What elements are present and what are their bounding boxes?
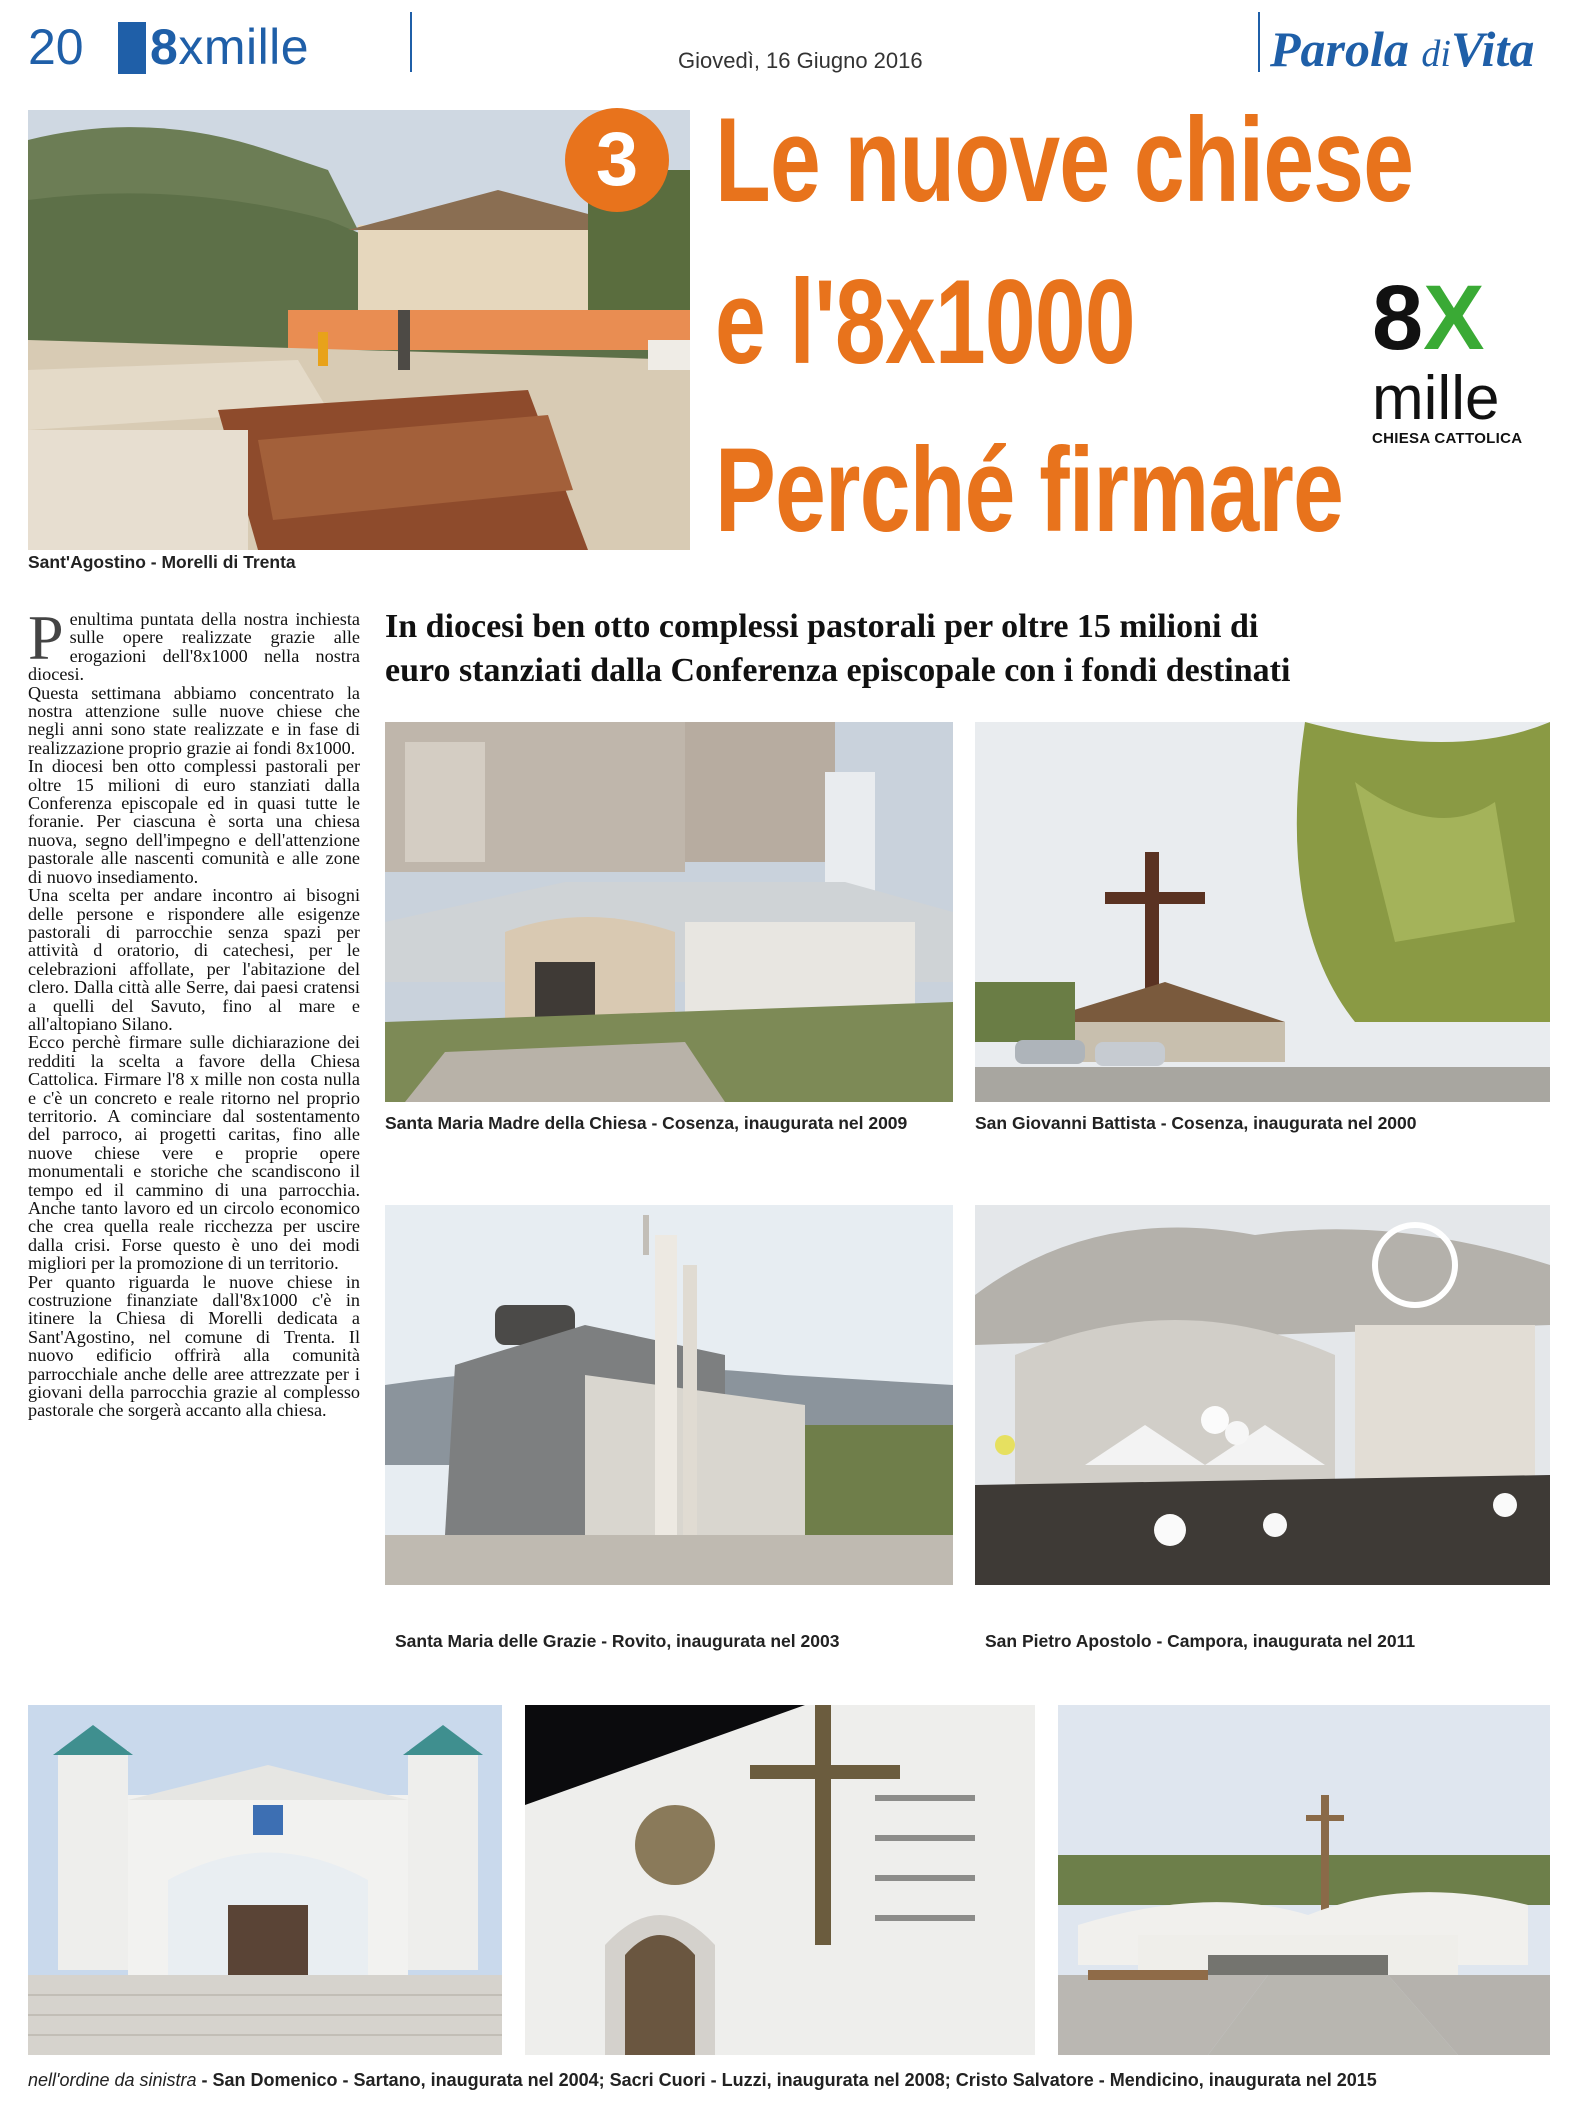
photo-san-giovanni-battista xyxy=(975,722,1550,1102)
8xmille-logo xyxy=(1372,267,1485,369)
article-paragraph: Per quanto riguarda le nuove chiese in costruzione finanziate dall'8x1000 c'è in itinere la Chiesa di Morelli dedicata a Sant'Agostino, nel comune di Trenta. Il nuovo edificio offrirà alla comunità parrocchiale anche delle aree attrezzate per i giovani della parrocchia grazie al complesso pastorale che sorgerà accanto alla chiesa. xyxy=(28,1271,360,1421)
header-divider xyxy=(410,12,412,72)
headline-line: Perché firmare xyxy=(715,423,1344,557)
article-body xyxy=(28,602,360,1421)
photo-santa-maria-madre xyxy=(385,722,953,1102)
section-name xyxy=(150,19,310,75)
issue-date: Giovedì, 16 Giugno 2016 xyxy=(678,48,923,73)
article-paragraph xyxy=(28,602,360,685)
photo-caption: San Pietro Apostolo - Campora, inaugurata nel 2011 xyxy=(985,1631,1416,1651)
photo-sacri-cuori xyxy=(525,1705,1035,2055)
section-suffix: xmille xyxy=(178,19,310,75)
page-number: 20 xyxy=(28,19,84,75)
headline-line: Le nuove chiese xyxy=(715,93,1414,227)
photo-caption: Santa Maria Madre della Chiesa - Cosenza, inaugurata nel 2009 xyxy=(385,1113,908,1133)
photo-san-pietro-apostolo xyxy=(975,1205,1550,1585)
article-paragraph: Ecco perchè firmare sulle dichiarazione dei redditi la scelta a favore della Chiesa Cattolica. Firmare l'8 x mille non costa nulla e c'è un concreto e reale ritorno nel proprio territorio. A cominciare dal sostentamento del parroco, ai progetti caritas, fino alle nuove chiese vere e proprie opere monumentali e storiche che scandiscono il tempo ed il cammino di una parrocchia. Anche tanto lavoro ed un circolo economico che crea quella reale ricchezza per uscire dalla crisi. Forse questo è uno dei modi migliori per la promozione di un territorio. xyxy=(28,1032,360,1274)
logo-eight: 8 xyxy=(1372,267,1424,369)
subheadline: euro stanziati dalla Conferenza episcopale con i fondi destinati xyxy=(385,652,1291,689)
photo-santa-maria-delle-grazie xyxy=(385,1205,953,1585)
bottom-photos-caption xyxy=(28,2070,1377,2091)
drop-cap: P xyxy=(28,602,64,673)
episode-number: 3 xyxy=(595,117,639,202)
photo-caption: San Giovanni Battista - Cosenza, inaugurata nel 2000 xyxy=(975,1113,1417,1133)
masthead xyxy=(1270,21,1535,77)
headline-line: e l'8x1000 xyxy=(715,255,1135,389)
photo-san-domenico xyxy=(28,1705,502,2055)
logo-x: X xyxy=(1423,267,1485,369)
masthead-part: Parola xyxy=(1270,21,1422,77)
photo-cristo-salvatore xyxy=(1058,1705,1550,2055)
section-marker xyxy=(118,22,146,74)
masthead-part: Vita xyxy=(1450,21,1535,77)
logo-mille: mille xyxy=(1372,364,1500,433)
photo-caption: Santa Maria delle Grazie - Rovito, inaugurata nel 2003 xyxy=(395,1631,840,1651)
masthead-part: di xyxy=(1421,33,1451,75)
article-paragraph: Una scelta per andare incontro ai bisogni delle persone e rispondere alle esigenze pastorali di parrocchie senza spazi per attività d oratorio, di catechesi, per le celebrazioni affollate, per l'abitazione del clero. Dalla città alle Serre, dai paesi cratensi a quelli del Savuto, fino al mare e all'altopiano Silano. xyxy=(28,885,360,1034)
section-prefix: 8 xyxy=(150,19,179,75)
article-paragraph: Questa settimana abbiamo concentrato la nostra attenzione sulle nuove chiese che negli anni sono state realizzate e in fase di realizzazione proprio grazie ai fondi 8x1000. xyxy=(28,682,360,758)
caption-intro: nell'ordine da sinistra xyxy=(28,2070,197,2090)
article-paragraph: In diocesi ben otto complessi pastorali per oltre 15 milioni di euro stanziati dalla Conferenza episcopale ed in quasi tutte le foranie. Per ciascuna è sorta una chiesa nuova, segno dell'impegno e dell'attenzione pastorale alle nascenti comunità e alle zone di nuovo insediamento. xyxy=(28,756,360,887)
photo-caption: Sant'Agostino - Morelli di Trenta xyxy=(28,552,296,572)
logo-subtitle: CHIESA CATTOLICA xyxy=(1372,430,1523,447)
header-divider xyxy=(1258,12,1260,72)
subheadline: In diocesi ben otto complessi pastorali per oltre 15 milioni di xyxy=(385,608,1259,645)
caption-list: - San Domenico - Sartano, inaugurata nel 2004; Sacri Cuori - Luzzi, inaugurata nel 2008; Cristo Salvatore - Mendicino, inaugurata nel 2015 xyxy=(196,2070,1377,2090)
paragraph-text: enultima puntata della nostra inchiesta sulle opere realizzate grazie alle erogazioni dell'8x1000 nella nostra diocesi. xyxy=(28,609,360,685)
